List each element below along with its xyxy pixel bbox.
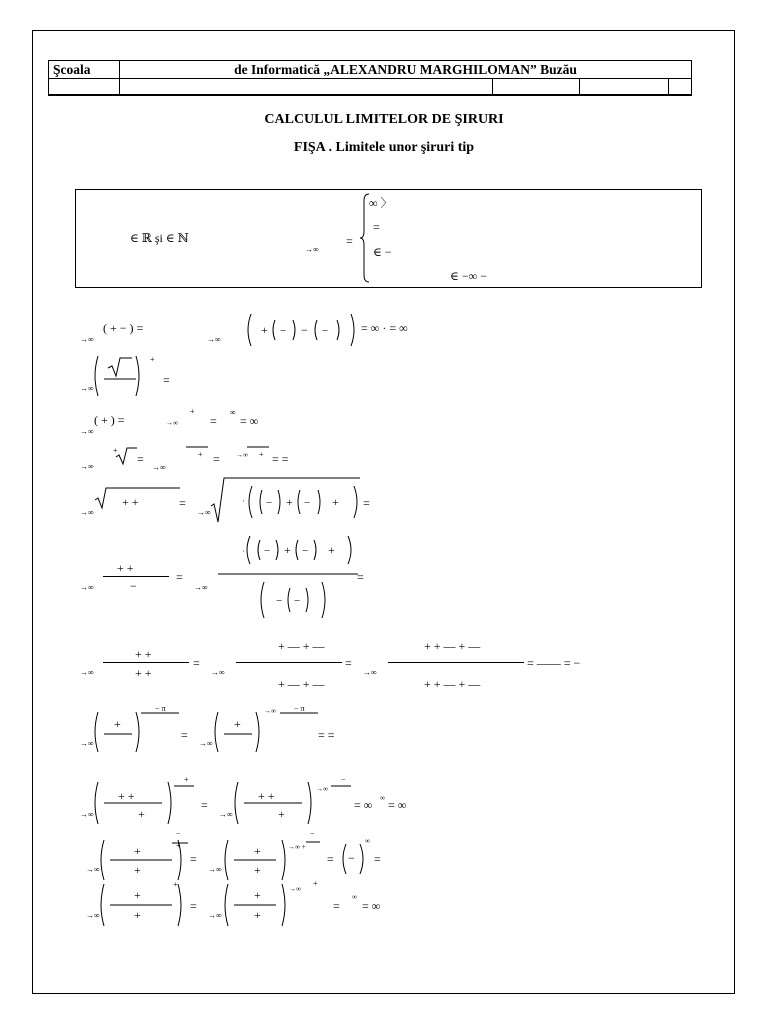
svg-text:−: − [266, 497, 273, 509]
denominator: + + [135, 666, 152, 680]
overline-icon [186, 446, 208, 450]
exponent: − π [294, 704, 305, 713]
case-4: ∈ −∞ − [450, 269, 487, 283]
lim-sub: →∞ [80, 508, 94, 517]
numerator: + [134, 888, 141, 902]
result: = ∞ · = ∞ [361, 321, 408, 335]
numerator: + [134, 844, 141, 858]
header-cell-empty [120, 79, 493, 96]
lim-sub: →∞ [289, 885, 301, 893]
numerator: + [114, 717, 121, 731]
expr: ( + ) = [94, 413, 125, 427]
result: = = [318, 728, 335, 742]
exponent: ∞ [365, 837, 370, 845]
case-2: = [373, 220, 380, 234]
numerator: + [234, 717, 241, 731]
overline-icon [247, 446, 269, 450]
lim-sub: →∞ [207, 335, 221, 344]
lim-sub: →∞ [152, 463, 166, 472]
header-cell-empty [49, 79, 120, 96]
equals: = [179, 496, 186, 510]
equals: = [137, 452, 144, 466]
svg-text:−: − [276, 595, 283, 607]
inner-value: − [348, 851, 355, 865]
svg-text:+: + [332, 495, 339, 509]
paren-fraction-icon [92, 780, 174, 826]
equals: = [333, 899, 340, 913]
school-header-table [48, 60, 692, 96]
exponent-bar-icon [306, 841, 320, 845]
equals: = [210, 414, 217, 428]
result: = —— = − [527, 656, 581, 670]
denominator: + + — + — [424, 677, 481, 691]
svg-text:+: + [261, 323, 268, 337]
lim-sub: →∞ [316, 785, 328, 793]
denominator: + [254, 908, 261, 922]
exponent: + [259, 450, 264, 459]
result: = ∞ [388, 798, 407, 812]
exponent-bar-icon [331, 785, 351, 789]
radicand: + + [122, 495, 139, 509]
exponent: ∞ [380, 794, 385, 802]
header-cell-empty [580, 79, 669, 96]
lim-sub: →∞ [80, 384, 94, 393]
result: = ∞ [362, 899, 381, 913]
exponent-bar-icon [174, 785, 194, 789]
lim-sub: →∞ [211, 668, 225, 677]
expr: ( + − ) = [103, 321, 144, 335]
lim-sub: →∞ [208, 911, 222, 920]
svg-text:−: − [264, 545, 271, 557]
result: = ∞ [240, 414, 259, 428]
exponent: + [173, 880, 178, 889]
header-cell-empty [493, 79, 580, 96]
exponent: + [313, 879, 318, 888]
numerator: + + [118, 789, 135, 803]
equals: = [176, 570, 183, 584]
equals: = [213, 452, 220, 466]
box-equals: = [346, 234, 353, 248]
lim-sub: →∞ [80, 668, 94, 677]
exponent: − [176, 829, 181, 838]
lim-sub: →∞ [80, 583, 94, 592]
lim-sub: →∞ [166, 419, 178, 427]
svg-text:−: − [301, 323, 308, 337]
exponent: + [184, 775, 189, 784]
nested-fraction-icon [218, 530, 358, 622]
lim-sub: →∞ [80, 810, 94, 819]
svg-text:−: − [302, 545, 309, 557]
lim-sub: →∞ [80, 462, 94, 471]
svg-text:+: + [284, 543, 291, 557]
equals: = [190, 852, 197, 866]
denominator: + [278, 807, 285, 821]
equals: = [163, 373, 170, 387]
denominator: + — + — [278, 677, 325, 691]
box-condition: ∈ ℝ şi ∈ ℕ [130, 231, 189, 245]
lim-sub: →∞ [264, 707, 276, 715]
equals: = [181, 728, 188, 742]
svg-text:−: − [280, 325, 287, 337]
svg-text:−: − [304, 497, 311, 509]
lim-sub: →∞ [236, 451, 248, 459]
svg-text:·: · [242, 497, 245, 506]
root-index: + [113, 446, 118, 455]
equals: = [193, 656, 200, 670]
lim-sub: →∞ + [288, 843, 306, 851]
fraction-bar [236, 662, 342, 663]
school-label: Şcoala [49, 61, 120, 79]
numerator: + + — + — [424, 639, 481, 653]
exponent: − [310, 829, 315, 838]
numerator: + + [117, 561, 134, 575]
svg-text:·: · [242, 547, 245, 556]
result: = = [272, 452, 289, 466]
sqrt-icon [115, 446, 137, 466]
svg-text:−: − [294, 595, 301, 607]
equals: = [327, 852, 334, 866]
box-lim-sub: →∞ [305, 245, 319, 254]
result: = ∞ [354, 798, 373, 812]
page-title: CALCULUL LIMITELOR DE ŞIRURI [264, 112, 504, 127]
equals: = [201, 798, 208, 812]
root-fraction-icon [92, 354, 142, 398]
denominator: + [134, 863, 141, 877]
lim-sub: →∞ [86, 865, 100, 874]
paren-fraction-icon [232, 780, 314, 826]
numerator: + [254, 844, 261, 858]
exponent: ∞ [230, 408, 236, 417]
denominator: + [134, 908, 141, 922]
equals: = [190, 899, 197, 913]
numerator: + + [135, 647, 152, 661]
big-sqrt-icon [210, 476, 362, 524]
equals: = [345, 656, 352, 670]
header-cell-empty [669, 79, 692, 96]
exponent: ∞ [352, 893, 357, 901]
lim-sub: →∞ [363, 668, 377, 677]
page-subtitle: FIŞA . Limitele unor şiruri tip [293, 140, 475, 155]
lim-sub: →∞ [199, 739, 213, 748]
exponent: + [198, 450, 203, 459]
lim-sub: →∞ [80, 739, 94, 748]
school-name: de Informatică „ALEXANDRU MARGHILOMAN” Buzău [120, 61, 692, 79]
denominator: + [254, 863, 261, 877]
svg-text:+: + [286, 495, 293, 509]
lim-sub: →∞ [86, 911, 100, 920]
fraction-bar [103, 662, 189, 663]
case-3: ∈ − [373, 245, 392, 259]
lim-sub: →∞ [194, 583, 208, 592]
svg-text:−: − [322, 325, 329, 337]
svg-text:+: + [328, 543, 335, 557]
case-1: ∞ 〉 [369, 196, 393, 210]
equals: = [374, 852, 381, 866]
lim-sub: →∞ [197, 508, 211, 517]
denominator: + [138, 807, 145, 821]
exponent: + [176, 841, 181, 850]
equals: = [363, 496, 370, 510]
numerator: + — + — [278, 639, 325, 653]
lim-sub: →∞ [219, 810, 233, 819]
fraction-bar [103, 576, 169, 577]
numerator: + + [258, 789, 275, 803]
lim-sub: →∞ [208, 865, 222, 874]
exponent: + [190, 407, 195, 416]
numerator: + [254, 888, 261, 902]
fraction-bar [388, 662, 524, 663]
lim-sub: →∞ [80, 427, 94, 436]
big-parens-icon [245, 312, 365, 348]
lim-sub: →∞ [80, 335, 94, 344]
denominator: − [130, 579, 137, 593]
exponent: + [150, 355, 155, 364]
exponent: − [341, 775, 346, 784]
equals: = [357, 570, 364, 584]
exponent: − π [155, 704, 166, 713]
paren-fraction-icon [98, 882, 184, 928]
